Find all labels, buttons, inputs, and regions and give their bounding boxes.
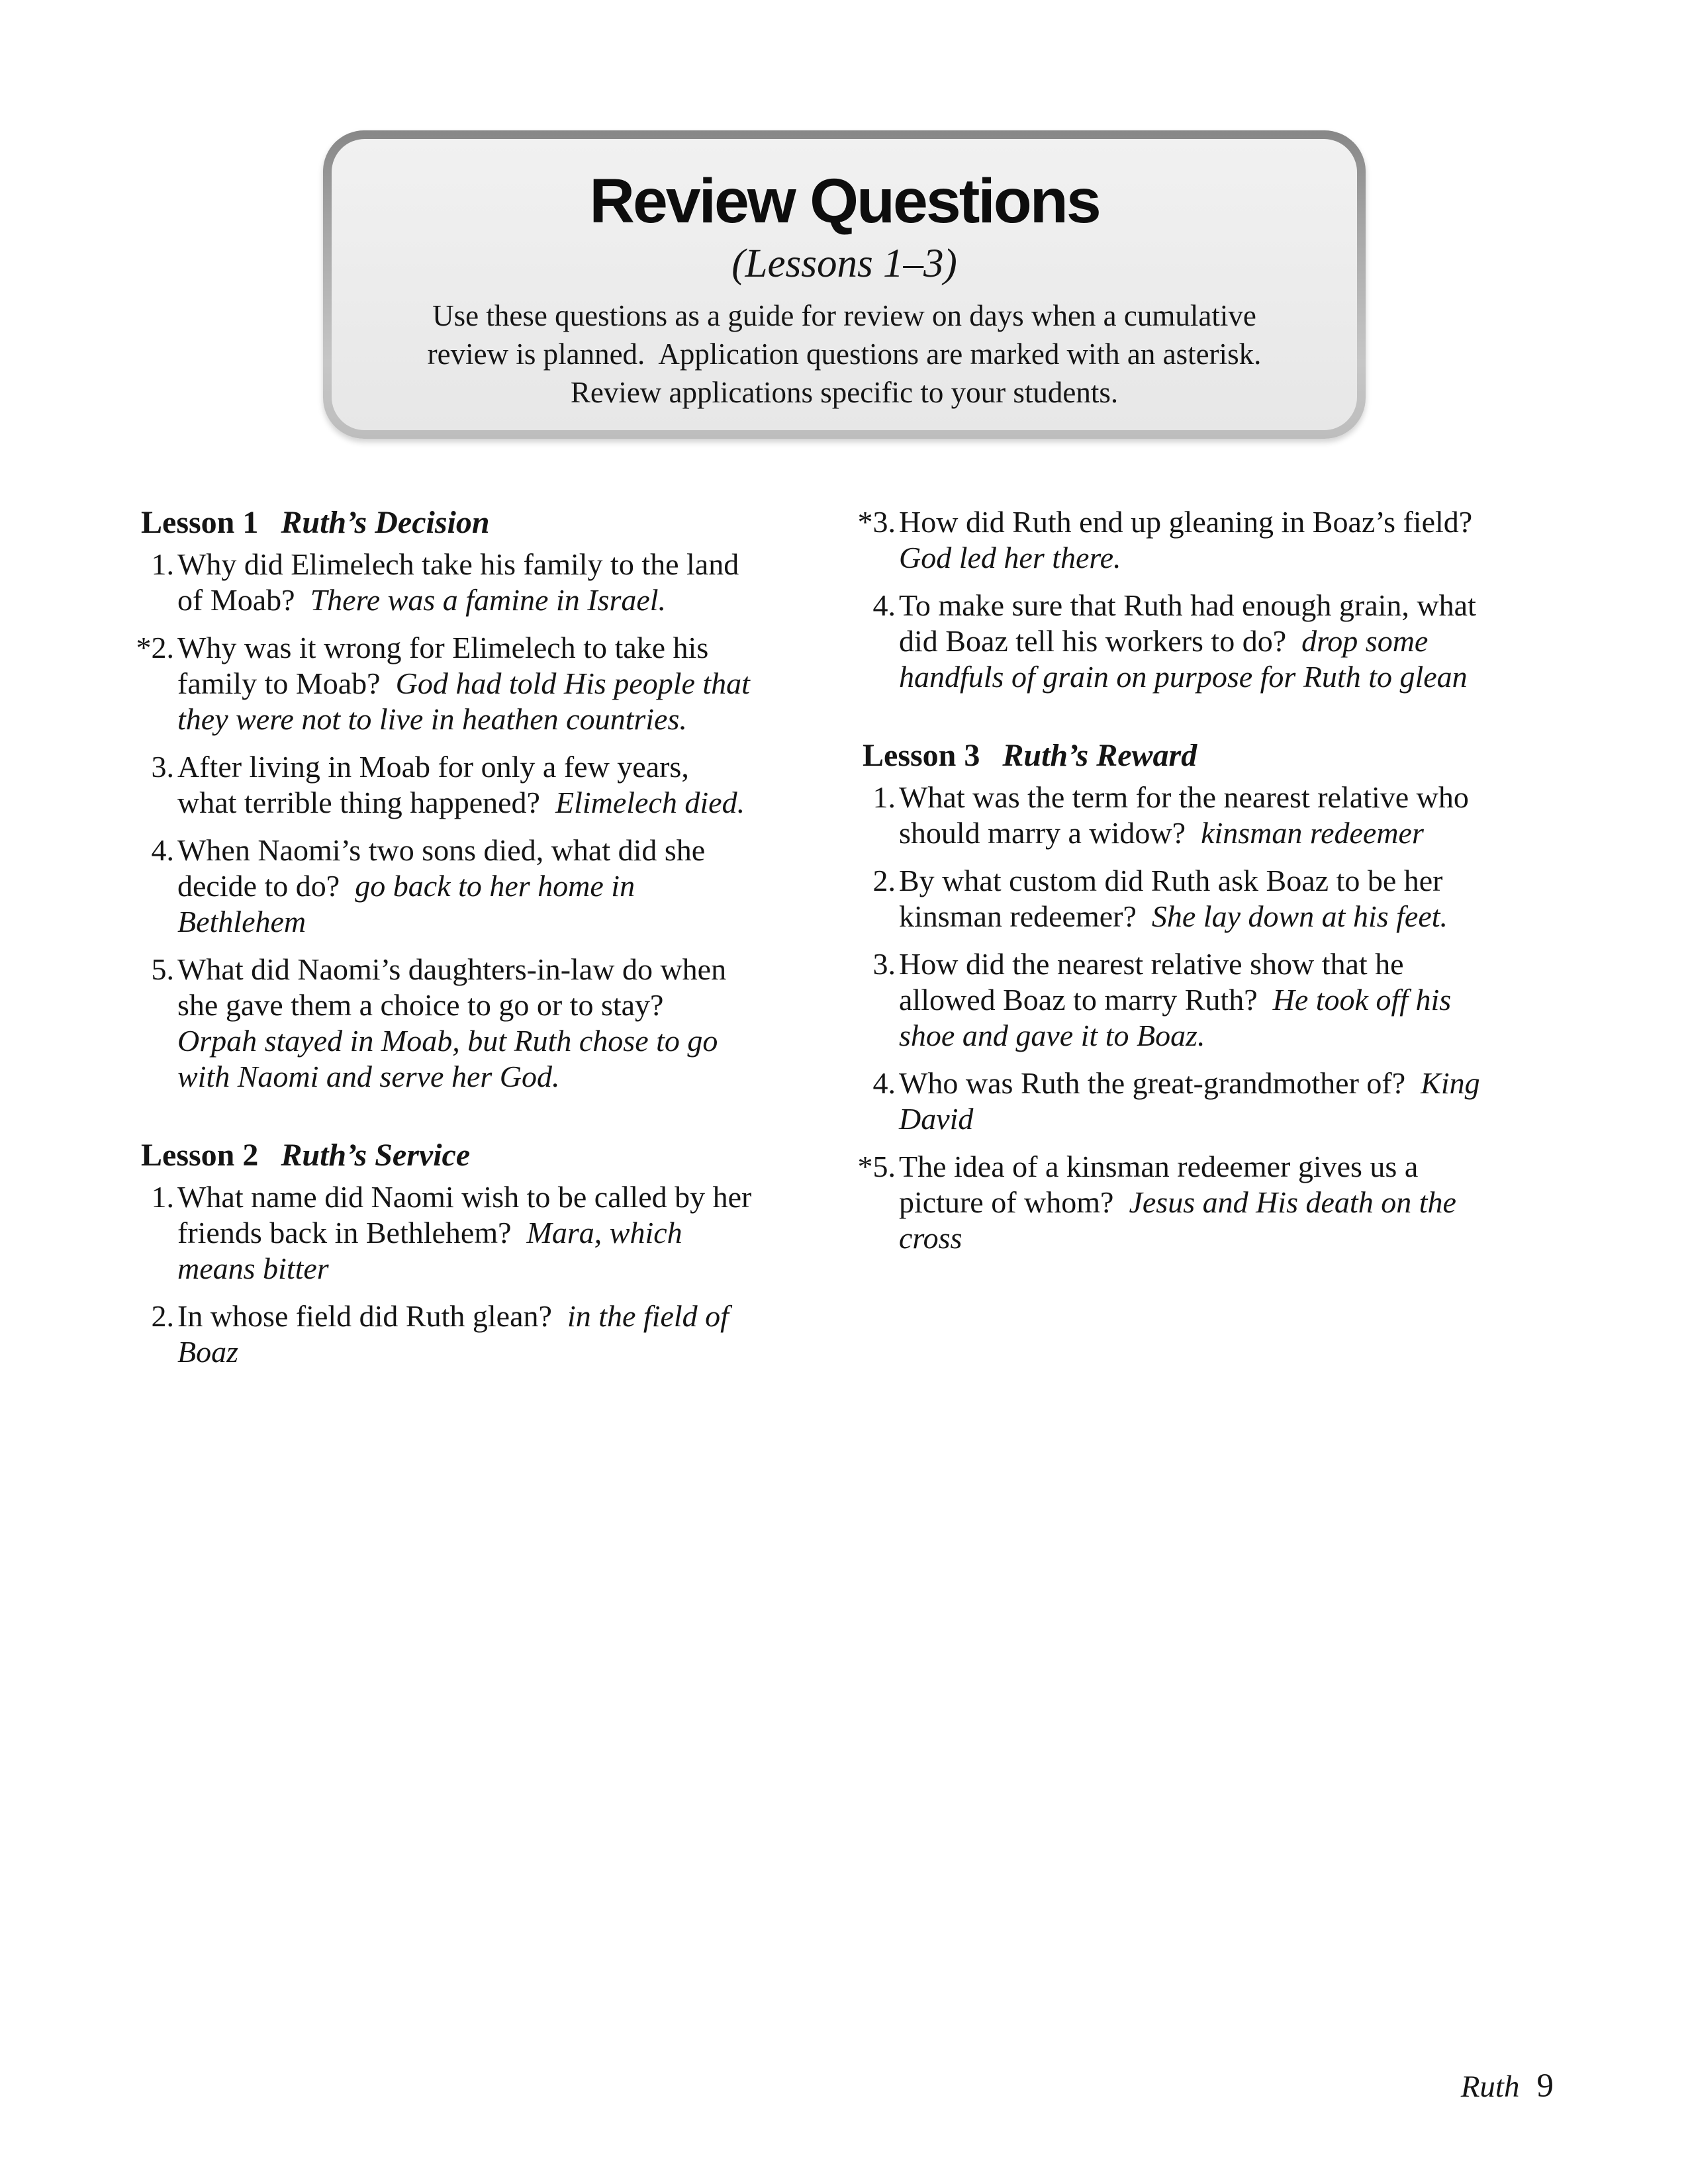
question-item	[141, 952, 755, 1095]
question-text: In whose field did Ruth glean?	[177, 1299, 552, 1333]
question-number: 1.	[151, 547, 174, 581]
answer-text: Mara, which means bitter	[177, 1216, 690, 1285]
question-list	[141, 1179, 759, 1370]
question-item	[136, 630, 758, 737]
question-item	[863, 780, 1493, 851]
question-number: 1.	[872, 780, 896, 814]
review-header-box-inner	[332, 139, 1357, 430]
answer-text: in the field of Boaz	[177, 1299, 737, 1369]
left-column	[136, 504, 759, 1370]
question-number: 4.	[872, 588, 896, 622]
lesson-block	[857, 504, 1493, 695]
review-header-box	[323, 130, 1366, 439]
answer-text: Elimelech died.	[555, 786, 745, 819]
question-item	[863, 1066, 1493, 1137]
question-text: By what custom did Ruth ask Boaz to be her kinsman redeemer?	[899, 864, 1450, 933]
answer-text: drop some handfuls of grain on purpose for Ruth to glean	[899, 624, 1468, 694]
box-description	[332, 296, 1357, 412]
answer-text: Orpah stayed in Moab, but Ruth chose to go with Naomi and serve her God.	[177, 1024, 726, 1093]
answer-text: She lay down at his feet.	[1151, 899, 1448, 933]
question-item	[857, 1149, 1493, 1256]
right-column	[857, 504, 1493, 1256]
lesson-label: Lesson 3	[863, 738, 980, 773]
question-number: 1.	[151, 1180, 174, 1214]
lesson-block	[141, 1137, 759, 1370]
question-number: 3.	[151, 750, 174, 784]
answer-text: He took off his shoe and gave it to Boaz.	[899, 983, 1459, 1052]
question-number: 4.	[872, 1066, 896, 1100]
question-item	[141, 833, 755, 940]
question-text: What was the term for the nearest relative who should marry a widow?	[899, 780, 1477, 850]
answer-text: kinsman redeemer	[1201, 816, 1424, 850]
question-item	[141, 1179, 759, 1287]
lesson-block	[857, 737, 1493, 1256]
question-text: Why did Elimelech take his family to the land of Moab?	[177, 547, 747, 617]
answer-text: go back to her home in Bethlehem	[177, 869, 643, 938]
footer-book-title: Ruth	[1460, 2070, 1520, 2104]
question-text: Why was it wrong for Elimelech to take his family to Moab?	[177, 631, 716, 700]
question-list	[857, 780, 1493, 1256]
question-item	[863, 588, 1493, 695]
question-item	[141, 547, 755, 618]
answer-text: God led her there.	[899, 541, 1121, 574]
question-number: 3.	[872, 947, 896, 981]
lesson-block	[136, 504, 758, 1095]
lesson-title: Ruth’s Service	[281, 1138, 471, 1173]
question-number: 5.	[151, 952, 174, 986]
question-text: How did Ruth end up gleaning in Boaz’s field?	[899, 505, 1473, 539]
box-description-line: Use these questions as a guide for review on days when a cumulative	[432, 299, 1256, 332]
question-text: Who was Ruth the great-grandmother of?	[899, 1066, 1406, 1100]
page-title: Review Questions	[589, 166, 1100, 236]
lesson-heading	[141, 504, 755, 541]
box-description-line: review is planned. Application questions are marked with an asterisk.	[427, 338, 1262, 371]
question-item	[863, 946, 1493, 1054]
question-text: How did the nearest relative show that he allowed Boaz to marry Ruth?	[899, 947, 1412, 1017]
lesson-title: Ruth’s Decision	[281, 505, 490, 540]
question-text: After living in Moab for only a few years, what terrible thing happened?	[177, 750, 697, 819]
page-footer	[1461, 2068, 1554, 2105]
answer-text: God had told His people that they were not to live in heathen countries.	[177, 666, 758, 736]
question-number: *5.	[857, 1150, 896, 1183]
answer-text: There was a famine in Israel.	[310, 583, 667, 617]
lesson-label: Lesson 2	[141, 1138, 259, 1173]
lesson-heading	[863, 737, 1493, 774]
question-item	[141, 749, 755, 821]
question-text: The idea of a kinsman redeemer gives us a picture of whom?	[899, 1150, 1426, 1219]
answer-text: King David	[899, 1066, 1488, 1136]
answer-text: Jesus and His death on the cross	[899, 1185, 1464, 1255]
lesson-title: Ruth’s Reward	[1002, 738, 1197, 773]
question-list	[136, 547, 758, 1095]
footer-page-number: 9	[1536, 2068, 1554, 2105]
box-description-line: Review applications specific to your students.	[570, 376, 1119, 409]
lesson-heading	[141, 1137, 755, 1174]
question-item	[863, 863, 1493, 934]
question-number: 2.	[151, 1299, 174, 1333]
lessons-range-subtitle: (Lessons 1–3)	[731, 242, 957, 286]
question-number: 4.	[151, 833, 174, 867]
question-item	[857, 504, 1493, 576]
question-number: *3.	[857, 505, 896, 539]
lesson-label: Lesson 1	[141, 505, 259, 540]
question-text: What did Naomi’s daughters-in-law do when she gave them a choice to go or to stay?	[177, 952, 734, 1022]
question-number: *2.	[136, 631, 174, 664]
question-list	[857, 504, 1493, 695]
question-text: When Naomi’s two sons died, what did she decide to do?	[177, 833, 713, 903]
question-text: What name did Naomi wish to be called by her friends back in Bethlehem?	[177, 1180, 759, 1250]
question-text: To make sure that Ruth had enough grain, what did Boaz tell his workers to do?	[899, 588, 1484, 658]
question-item	[141, 1298, 755, 1370]
question-number: 2.	[872, 864, 896, 897]
